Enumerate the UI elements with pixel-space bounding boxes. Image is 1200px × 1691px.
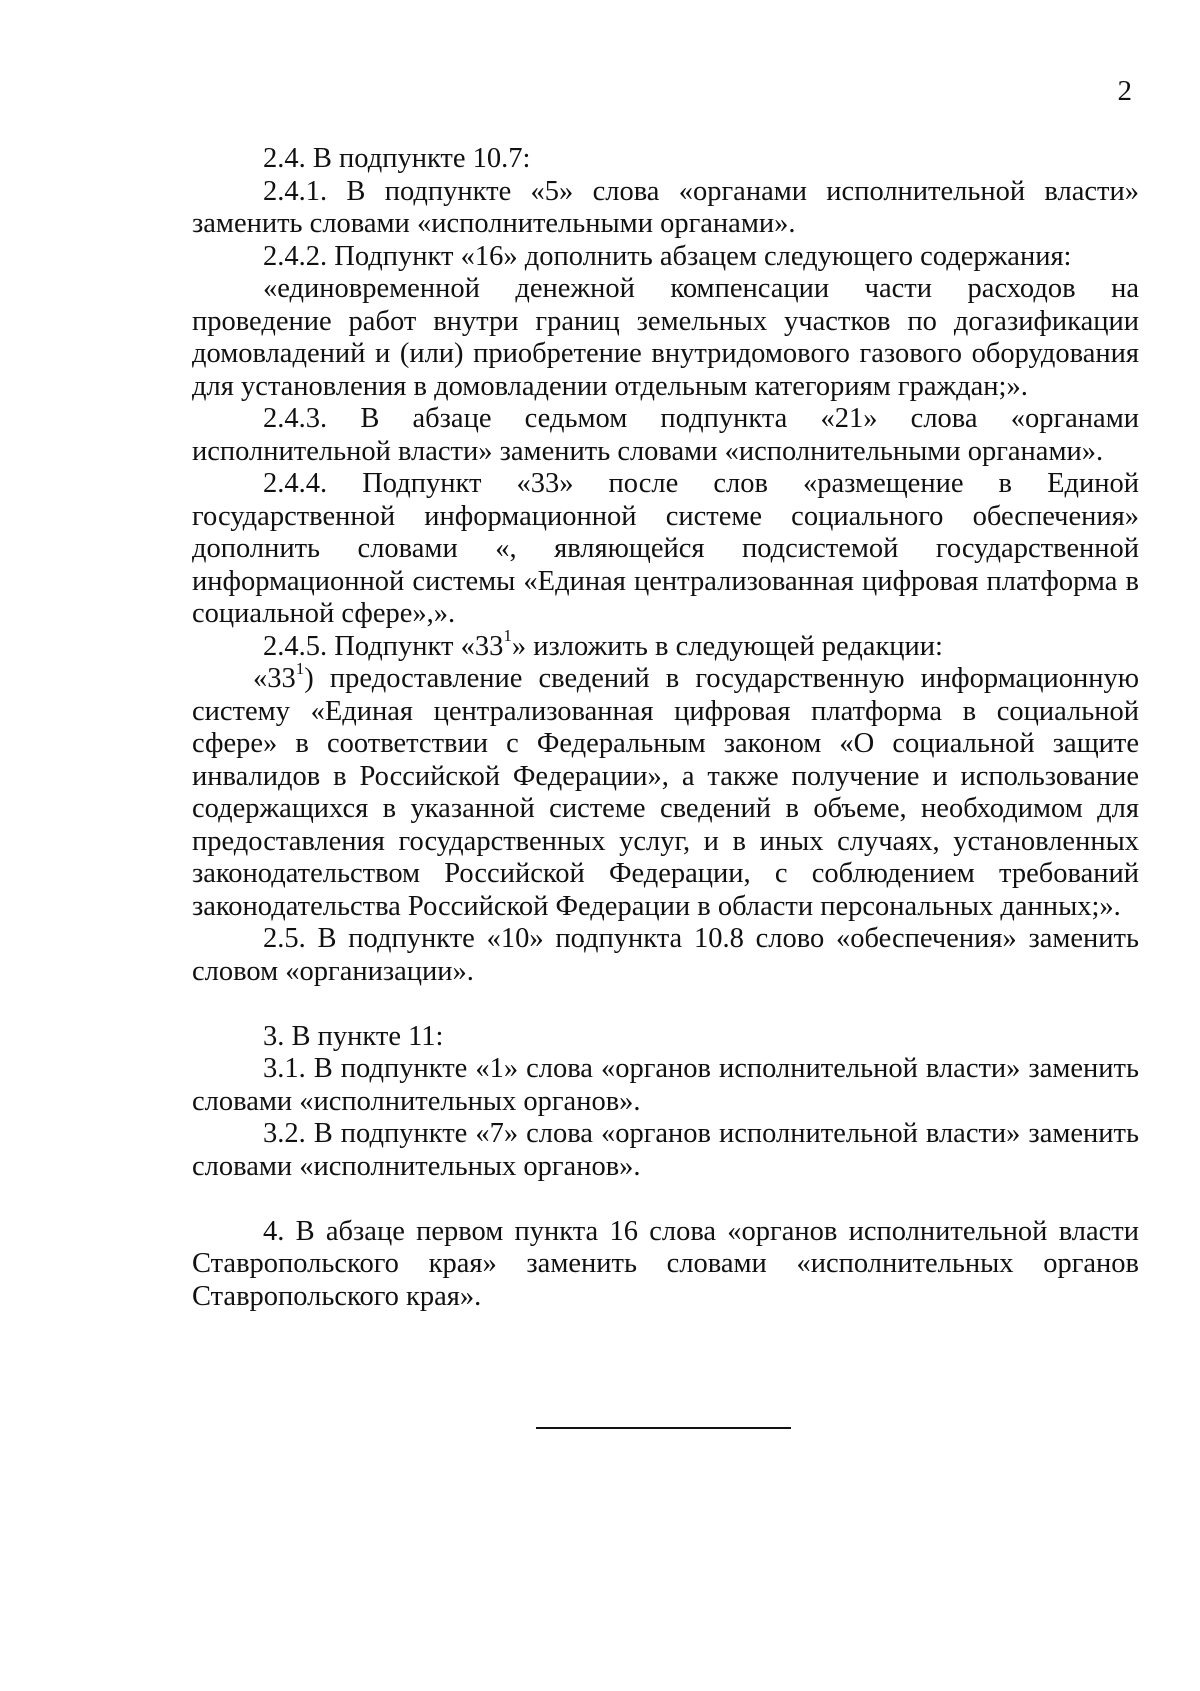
paragraph-2-4-3: 2.4.3. В абзаце седьмом подпункта «21» слова «органами исполнительной власти» заменить словами «исполнительными органами».	[192, 403, 1139, 467]
section-gap	[192, 988, 1139, 1021]
paragraph-2-4-5	[192, 626, 1139, 664]
paragraph-3: 3. В пункте 11:	[263, 1020, 444, 1052]
paragraph-2-4-1: 2.4.1. В подпункте «5» слова «органами исполнительной власти» заменить словами «исполнительными органами».	[192, 175, 1139, 239]
page-number: 2	[1117, 75, 1132, 107]
section-gap	[192, 1183, 1139, 1216]
paragraph-2-4-4: 2.4.4. Подпункт «33» после слов «размещение в Единой государственной информационной системе социального обеспечения» дополнить словами «, являющейся подсистемой государственной информационной системы «Единая централизованная цифровая платформа в социальной сфере»,».	[192, 468, 1139, 629]
paragraph-3-1: 3.1. В подпункте «1» слова «органов исполнительной власти» заменить словами «исполнительных органов».	[192, 1053, 1139, 1117]
paragraph-2-4: 2.4. В подпункте 10.7:	[263, 143, 531, 174]
paragraph-2-5: 2.5. В подпункте «10» подпункта 10.8 слово «обеспечения» заменить словом «организации».	[192, 923, 1139, 987]
quoted-paragraph-33-1	[192, 658, 1139, 923]
paragraph-2-4-5-end: » изложить в следующей редакции:	[511, 630, 943, 662]
closing-rule-line	[536, 1427, 791, 1429]
quoted-paragraph-33-1-start: «33	[253, 663, 296, 694]
paragraph-4: 4. В абзаце первом пункта 16 слова «органов исполнительной власти Ставропольского края» заменить словами «исполнительных органов Ставропольского края».	[192, 1215, 1139, 1312]
superscript-index: 1	[295, 658, 305, 678]
quoted-paragraph-compensation: «единовременной денежной компенсации части расходов на проведение работ внутри границ земельных участков по догазификации домовладений и (или) приобретение внутридомового газового оборудования для установления в домовладении отдельным категориям граждан;».	[192, 273, 1139, 402]
superscript-index: 1	[503, 626, 512, 646]
paragraph-3-2: 3.2. В подпункте «7» слова «органов исполнительной власти» заменить словами «исполнительных органов».	[192, 1118, 1139, 1182]
paragraph-2-4-2: 2.4.2. Подпункт «16» дополнить абзацем следующего содержания:	[263, 240, 1072, 272]
quoted-paragraph-33-1-text: ) предоставление сведений в государственную информационную систему «Единая централизованная цифровая платформа в социальной сфере» в соответствии с Федеральным законом «О социальной защите инвалидов в Российской Федерации», а также получение и использование содержащихся в указанной системе сведений в объеме, необходимом для предоставления государственных услуг, и в иных случаях, установленных законодательством Российской Федерации, с соблюдением требований законодательства Российской Федерации в области персональных данных;».	[192, 663, 1139, 922]
document-body	[192, 143, 1139, 1313]
paragraph-2-4-5-start: 2.4.5. Подпункт «33	[263, 630, 504, 662]
